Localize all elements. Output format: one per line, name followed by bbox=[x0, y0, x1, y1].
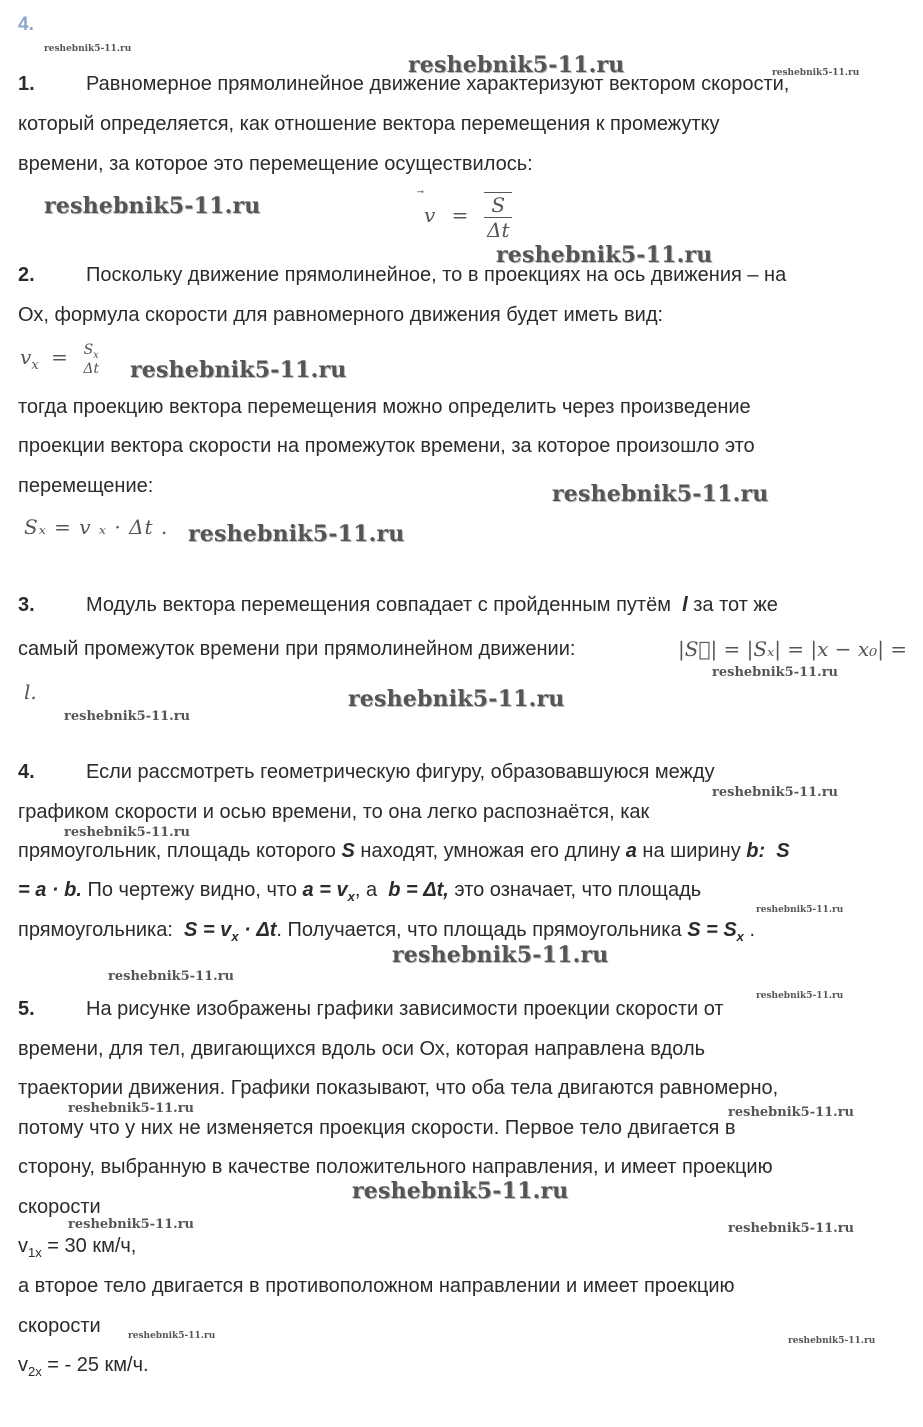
p4-line-4: = a · b. По чертежу видно, что $a = v_x$, а b = Δt, это означает, что площадь bbox=[18, 879, 702, 904]
watermark: reshebnik5-11.ru bbox=[756, 991, 844, 1001]
p5-line-6: скорости bbox=[18, 1196, 101, 1218]
p5-line-9: скорости bbox=[18, 1315, 101, 1337]
p2-line-5: перемещение: bbox=[18, 475, 154, 497]
p5-v1: $v_{1x} = 30$ км/ч, bbox=[18, 1235, 137, 1260]
p4-number: 4. bbox=[18, 761, 35, 783]
velocity-vector: v bbox=[424, 203, 436, 228]
p2-line-4: проекции вектора скорости на промежуток времени, за которое произошло это bbox=[18, 435, 755, 457]
p3-line-2: самый промежуток времени при прямолинейном движении: bbox=[18, 638, 576, 660]
p4-line-2: графиком скорости и осью времени, то она легко распознаётся, как bbox=[18, 801, 650, 823]
watermark: reshebnik5-11.ru bbox=[392, 942, 609, 968]
watermark: reshebnik5-11.ru bbox=[130, 357, 347, 383]
p1-line-3: времени, за которое это перемещение осуществилось: bbox=[18, 153, 533, 175]
p2-number: 2. bbox=[18, 264, 35, 286]
p3-number: 3. bbox=[18, 594, 35, 616]
p3-line-1: 3. Модуль вектора перемещения совпадает с пройденным путём l за тот же bbox=[18, 594, 778, 616]
p4-line-5: прямоугольника: $S = v_x \cdot \Delta t$. Получается, что площадь прямоугольника $S = S_x$ . bbox=[18, 919, 756, 944]
watermark: reshebnik5-11.ru bbox=[408, 52, 625, 78]
watermark: reshebnik5-11.ru bbox=[756, 905, 844, 915]
p5-line-5: сторону, выбранную в качестве положительного направления, и имеет проекцию bbox=[18, 1156, 773, 1178]
watermark: reshebnik5-11.ru bbox=[788, 1336, 876, 1346]
p2-line-1: 2. Поскольку движение прямолинейное, то в проекциях на ось движения – на bbox=[18, 264, 787, 286]
watermark: reshebnik5-11.ru bbox=[712, 665, 839, 680]
watermark: reshebnik5-11.ru bbox=[188, 521, 405, 547]
watermark: reshebnik5-11.ru bbox=[496, 242, 713, 268]
watermark: reshebnik5-11.ru bbox=[352, 1178, 569, 1204]
p5-v2: $v_{2x}$ = - 25 км/ч. bbox=[18, 1354, 149, 1379]
p4-line-1: 4. Если рассмотреть геометрическую фигуру, образовавшуюся между bbox=[18, 761, 715, 783]
watermark: reshebnik5-11.ru bbox=[68, 1101, 195, 1116]
p5-line-8: а второе тело двигается в противоположном направлении и имеет проекцию bbox=[18, 1275, 735, 1297]
watermark: reshebnik5-11.ru bbox=[728, 1105, 855, 1120]
watermark: reshebnik5-11.ru bbox=[44, 44, 132, 54]
p5-line-3: траектории движения. Графики показывают, что оба тела двигаются равномерно, bbox=[18, 1077, 779, 1099]
watermark: reshebnik5-11.ru bbox=[64, 825, 191, 840]
p2-line-2: Ох, формула скорости для равномерного движения будет иметь вид: bbox=[18, 304, 664, 326]
p2-formula-1: $v_x$ = $S_x$ Δt bbox=[20, 342, 100, 377]
p5-line-2: времени, для тел, двигающихся вдоль оси Ох, которая направлена вдоль bbox=[18, 1038, 706, 1060]
section-number: 4. bbox=[18, 14, 34, 35]
p3-formula: |S⃗| = |Sₓ| = |x − x₀| = bbox=[678, 637, 908, 661]
watermark: reshebnik5-11.ru bbox=[128, 1331, 216, 1341]
p5-line-4: потому что у них не изменяется проекция скорости. Первое тело двигается в bbox=[18, 1117, 736, 1139]
p1-formula: v = $\frac{S}{\Delta t}$ bbox=[424, 192, 512, 242]
watermark: reshebnik5-11.ru bbox=[64, 709, 191, 724]
watermark: reshebnik5-11.ru bbox=[712, 785, 839, 800]
p2-formula-2: Sₓ = v ₓ · Δt . bbox=[24, 515, 169, 539]
watermark: reshebnik5-11.ru bbox=[772, 68, 860, 78]
formula-fraction: $\frac{S}{\Delta t}$ bbox=[484, 192, 512, 242]
p1-line-2: который определяется, как отношение вектора перемещения к промежутку bbox=[18, 113, 720, 135]
watermark: reshebnik5-11.ru bbox=[68, 1217, 195, 1232]
watermark: reshebnik5-11.ru bbox=[44, 193, 261, 219]
p3-line-3: l. bbox=[24, 680, 37, 704]
watermark: reshebnik5-11.ru bbox=[348, 686, 565, 712]
p1-number: 1. bbox=[18, 73, 35, 95]
p4-line-3: прямоугольник, площадь которого S находят, умножая его длину a на ширину b: S bbox=[18, 840, 790, 862]
p2-line-3: тогда проекцию вектора перемещения можно определить через произведение bbox=[18, 396, 751, 418]
p5-number: 5. bbox=[18, 998, 35, 1020]
watermark: reshebnik5-11.ru bbox=[108, 969, 235, 984]
watermark: reshebnik5-11.ru bbox=[728, 1221, 855, 1236]
watermark: reshebnik5-11.ru bbox=[552, 481, 769, 507]
p5-line-1: 5. На рисунке изображены графики зависимости проекции скорости от bbox=[18, 998, 724, 1020]
p1-line-1: 1. Равномерное прямолинейное движение характеризуют вектором скорости, bbox=[18, 73, 790, 95]
